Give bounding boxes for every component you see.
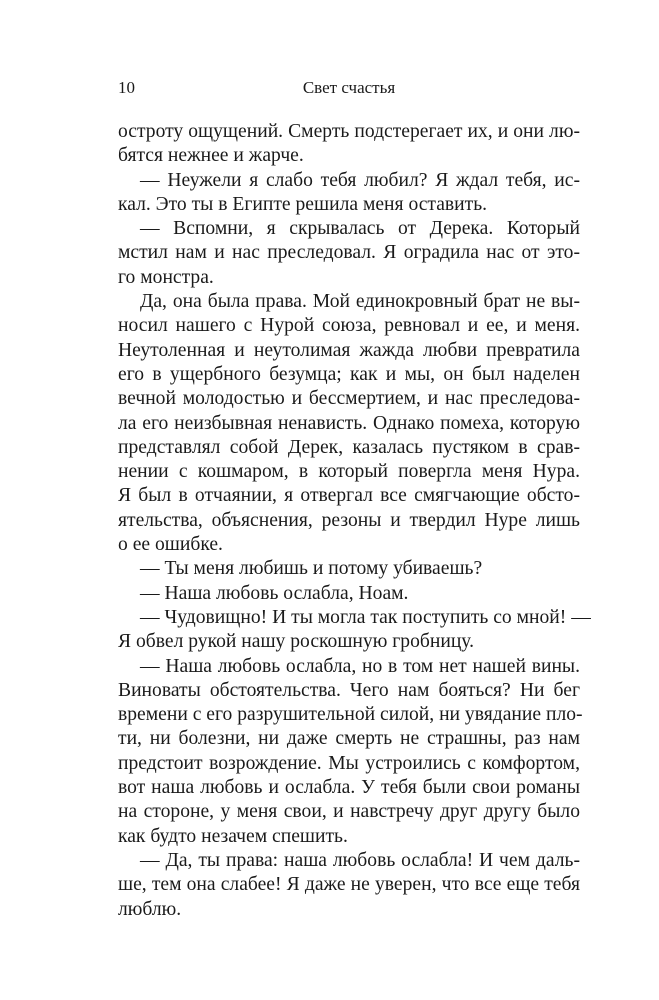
text-line: предстоит возрождение. Мы устроились с комфортом, — [118, 752, 580, 774]
text-line: нении с кошмаром, в который повергла меня Нура. — [118, 461, 580, 483]
text-line: ятельства, объяснения, резоны и твердил Нуре лишь — [118, 509, 580, 531]
text-line: вечной молодостью и бессмертием, и нас преследова- — [118, 388, 580, 410]
text-line: Я обвел рукой нашу роскошную гробницу. — [118, 631, 475, 653]
text-line: ти, ни болезни, ни даже смерть не страшны, раз нам — [118, 728, 580, 750]
running-head — [118, 76, 580, 100]
text-line: го монстра. — [118, 266, 214, 288]
text-line: — Чудовищно! И ты могла так поступить со мной! — — [140, 606, 591, 628]
text-line: — Ты меня любишь и потому убиваешь? — [140, 558, 483, 580]
running-title: Свет счастья — [302, 78, 396, 97]
text-line: остроту ощущений. Смерть подстерегает их, и они лю- — [118, 121, 580, 142]
text-line: мстил нам и нас преследовал. Я оградила нас от это- — [118, 242, 580, 264]
text-line: — Наша любовь ослабла, но в том нет нашей вины. — [140, 655, 580, 677]
text-line: Я был в отчаянии, я отвергал все смягчающие обсто- — [118, 485, 580, 507]
text-line: о ее ошибке. — [118, 534, 223, 556]
text-line: — Наша любовь ослабла, Ноам. — [140, 582, 409, 604]
page-number: 10 — [118, 78, 135, 97]
text-line: его в ущербного безумца; как и мы, он был наделен — [118, 363, 580, 385]
text-line: ше, тем она слабее! Я даже не уверен, что все еще тебя — [118, 874, 580, 896]
text-line: носил нашего с Нурой союза, ревновал и ее, и меня. — [118, 315, 580, 337]
text-line: — Вспомни, я скрывалась от Дерека. Который — [140, 218, 580, 240]
text-line: Виноваты обстоятельства. Чего нам бояться? Ни бег — [118, 679, 580, 701]
text-line: ла его неизбывная ненависть. Однако помеха, которую — [118, 412, 580, 434]
text-line: как будто незачем спешить. — [118, 825, 348, 847]
text-line: вот наша любовь и ослабла. У тебя были свои романы — [118, 777, 580, 799]
text-line: кал. Это ты в Египте решила меня оставить. — [118, 193, 488, 215]
body-text — [118, 120, 591, 922]
text-line: времени с его разрушительной силой, ни увядание пло- — [118, 704, 583, 726]
text-line: — Да, ты права: наша любовь ослабла! И чем даль- — [140, 849, 580, 871]
text-line: — Неужели я слабо тебя любил? Я ждал тебя, ис- — [140, 169, 580, 191]
text-line: люблю. — [118, 898, 182, 920]
text-line: Да, она была права. Мой единокровный брат не вы- — [140, 291, 580, 313]
text-line: Неутоленная и неутолимая жажда любви превратила — [118, 339, 580, 361]
text-line: представлял собой Дерек, казалась пустяком в срав- — [118, 436, 580, 458]
text-line: бятся нежнее и жарче. — [118, 145, 304, 167]
text-line: на стороне, у меня свои, и навстречу друг другу было — [118, 801, 580, 823]
